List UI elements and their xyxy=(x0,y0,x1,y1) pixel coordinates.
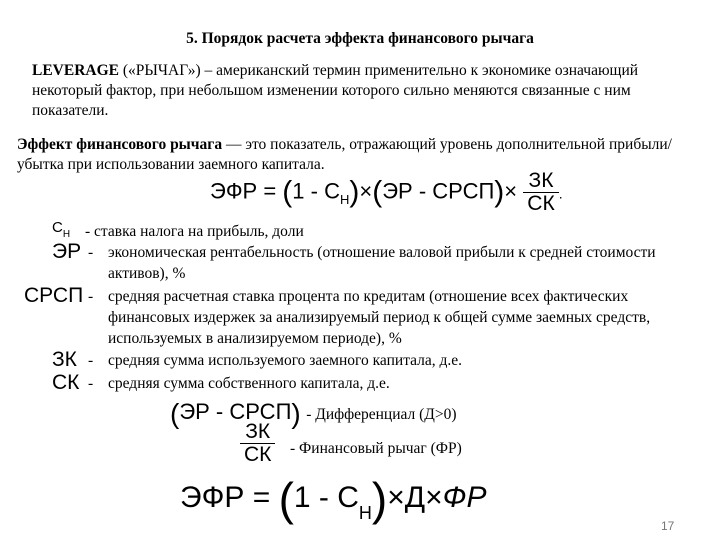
formula-times-2: × xyxy=(504,178,518,204)
formula-diff: ЭР - СРСП xyxy=(382,178,495,204)
slide-title: 5. Порядок расчета эффекта финансового рычага xyxy=(186,30,534,47)
leverage-text: («РЫЧАГ») – американский термин применительно к экономике означающий некоторый фактор, при небольшом изменении которого сильно меняются связанные с ним показатели. xyxy=(32,62,639,119)
short-sub: Н xyxy=(358,502,372,523)
def-text-er: экономическая рентабельность (отношение валовой прибыли к средней стоимости активов), % xyxy=(108,244,656,282)
leverage-label: - Финансовый рычаг (ФР) xyxy=(290,440,462,457)
formula-efr-full: ЭФР = $(1 - С_Н)\times(ЭР$ - СРСП)× $\frac{ЗК}{СК}$ . xyxy=(210,169,563,215)
def-row-cn xyxy=(85,221,304,242)
leverage-numerator: ЗК xyxy=(245,420,271,443)
effect-definition xyxy=(17,135,707,175)
effect-term: Эффект финансового рычага xyxy=(17,136,223,153)
short-fr: ФР xyxy=(442,480,487,514)
short-times-2: × xyxy=(425,480,443,514)
formula-lhs: ЭФР = xyxy=(210,178,283,204)
fraction-denominator: СК xyxy=(523,192,558,215)
differential-expr: ЭР - СРСП xyxy=(179,399,292,425)
def-dash-er: - xyxy=(88,244,94,261)
def-text-sk: средняя сумма собственного капитала, д.е. xyxy=(108,375,390,392)
formula-differential: (ЭР - СРСП) - Дифференциал (Д>0) xyxy=(170,398,457,429)
formula-one-minus: 1 - С xyxy=(292,178,340,204)
fraction-numerator: ЗК xyxy=(528,169,554,192)
def-symbol-srsp: СРСП xyxy=(24,284,84,307)
def-dash-srsp: - xyxy=(88,288,94,305)
formula-leverage-fraction xyxy=(240,421,275,466)
def-dash-sk: - xyxy=(88,375,94,392)
effect-text: — это показатель, отражающий уровень дополнительной прибыли/убытка при использовании заемного капитала. xyxy=(17,136,672,173)
def-symbol-cn: $С_Н$ xyxy=(52,219,71,240)
short-d: Д xyxy=(404,480,426,514)
formula-fraction xyxy=(523,170,558,215)
def-dash-zk: - xyxy=(88,352,94,369)
def-symbol-zk: ЗК xyxy=(52,348,77,371)
def-symbol-er: ЭР xyxy=(52,240,82,263)
leverage-definition xyxy=(32,61,707,121)
differential-label: - Дифференциал (Д>0) xyxy=(306,406,457,424)
formula-efr-short: ЭФР = $(1 - С_Н)\times Д\times ФР$ xyxy=(180,473,487,525)
def-text: ставка налога на прибыль, доли xyxy=(94,223,304,240)
leverage-fraction xyxy=(240,421,275,466)
def-text-zk: средняя сумма используемого заемного капитала, д.е. xyxy=(108,352,463,369)
def-dash: - xyxy=(85,223,91,240)
leverage-denominator: СК xyxy=(240,443,275,466)
formula-sub: Н xyxy=(339,192,350,208)
page-number: 17 xyxy=(661,519,675,533)
short-times-1: × xyxy=(387,480,405,514)
short-one-minus: 1 - С xyxy=(293,480,359,514)
short-lhs: ЭФР = xyxy=(180,480,279,514)
def-symbol-sk: СК xyxy=(52,371,80,394)
def-text-srsp: средняя расчетная ставка процента по кредитам (отношение всех фактических финансовых издержек за анализируемый период к общей сумме заемных средств, используемых в анализируемом периоде), % xyxy=(108,288,651,347)
formula-dot: . xyxy=(558,185,563,202)
formula-times: × xyxy=(359,178,373,204)
leverage-term: LEVERAGE xyxy=(32,62,119,79)
